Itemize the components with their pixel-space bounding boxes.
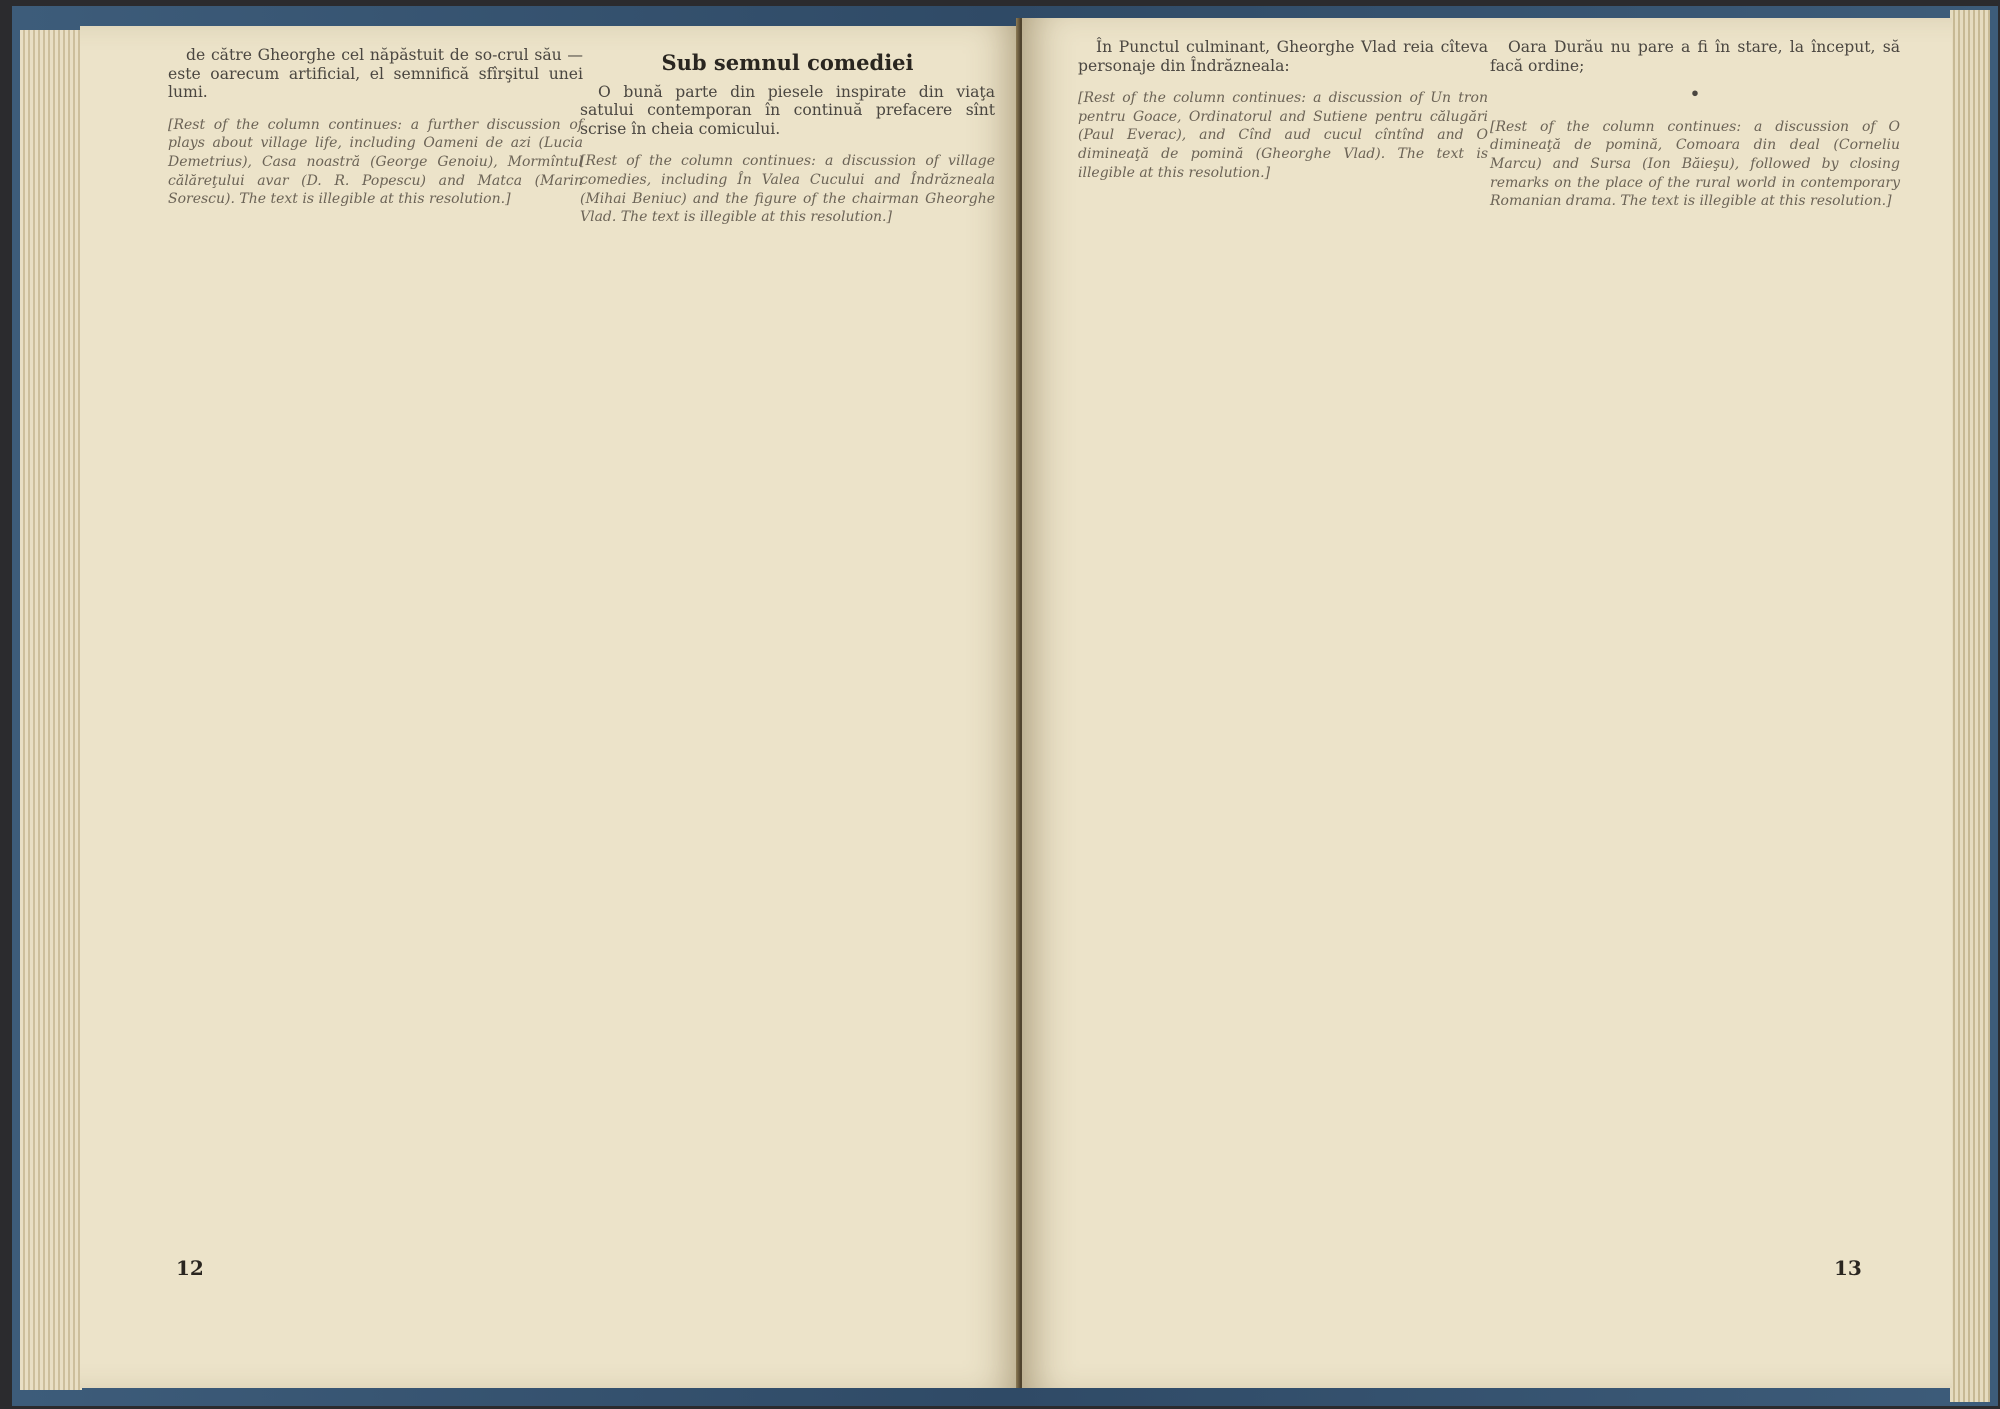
- left-page-edges: [20, 30, 82, 1390]
- left-page-column-2: [580, 46, 995, 227]
- right-page-column-1: [1078, 38, 1488, 182]
- right-page-column-2: [1490, 38, 1900, 211]
- left-col1-gist: [Rest of the column continues: a further discussion of plays about village life, including Oameni de azi (Lucia Demetrius), Casa noastră (George Genoiu), Mormîntul călăreţului avar (D. R. Popescu) and Matca (Marin Sorescu). The text is illegible at this resolution.]: [168, 116, 583, 208]
- right-col2-gist: [Rest of the column continues: a discussion of O dimineaţă de pomină, Comoara din deal (Corneliu Marcu) and Sursa (Ion Băieşu), followed by closing remarks on the place of the rural world in contemporary Romanian drama. The text is illegible at this resolution.]: [1490, 118, 1900, 210]
- right-page-edges: [1950, 10, 1990, 1402]
- left-col1-opening-text: de către Gheorghe cel năpăstuit de so-crul său — este oarecum artificial, el semnifică sfîrşitul unei lumi.: [168, 46, 583, 102]
- page-number-right: 13: [1834, 1256, 1862, 1280]
- right-col1-gist: [Rest of the column continues: a discussion of Un tron pentru Goace, Ordinatorul and Sutiene pentru călugări (Paul Everac), and Cînd aud cucul cîntînd and O dimineaţă de pomină (Gheorghe Vlad). The text is illegible at this resolution.]: [1078, 90, 1488, 181]
- left-col2-opening-text: O bună parte din piesele inspirate din viaţa satului contemporan în continuă prefacere sînt scrise în cheia comicului.: [580, 82, 995, 138]
- right-col1-opening-text: În Punctul culminant, Gheorghe Vlad reia cîteva personaje din Îndrăzneala:: [1078, 38, 1488, 75]
- right-col2-opening-text: Oara Durău nu pare a fi în stare, la început, să facă ordine;: [1490, 38, 1900, 75]
- left-page-column-1: [168, 46, 583, 209]
- page-number-left: 12: [176, 1256, 204, 1280]
- section-heading: Sub semnul comediei: [661, 50, 914, 75]
- left-page: [80, 26, 1020, 1388]
- right-page: [1022, 18, 1952, 1388]
- section-divider: •: [1690, 84, 1700, 104]
- left-col2-gist: [Rest of the column continues: a discussion of village comedies, including În Valea Cucului and Îndrăzneala (Mihai Beniuc) and the figure of the chairman Gheorghe Vlad. The text is illegible at this resolution.]: [580, 153, 995, 226]
